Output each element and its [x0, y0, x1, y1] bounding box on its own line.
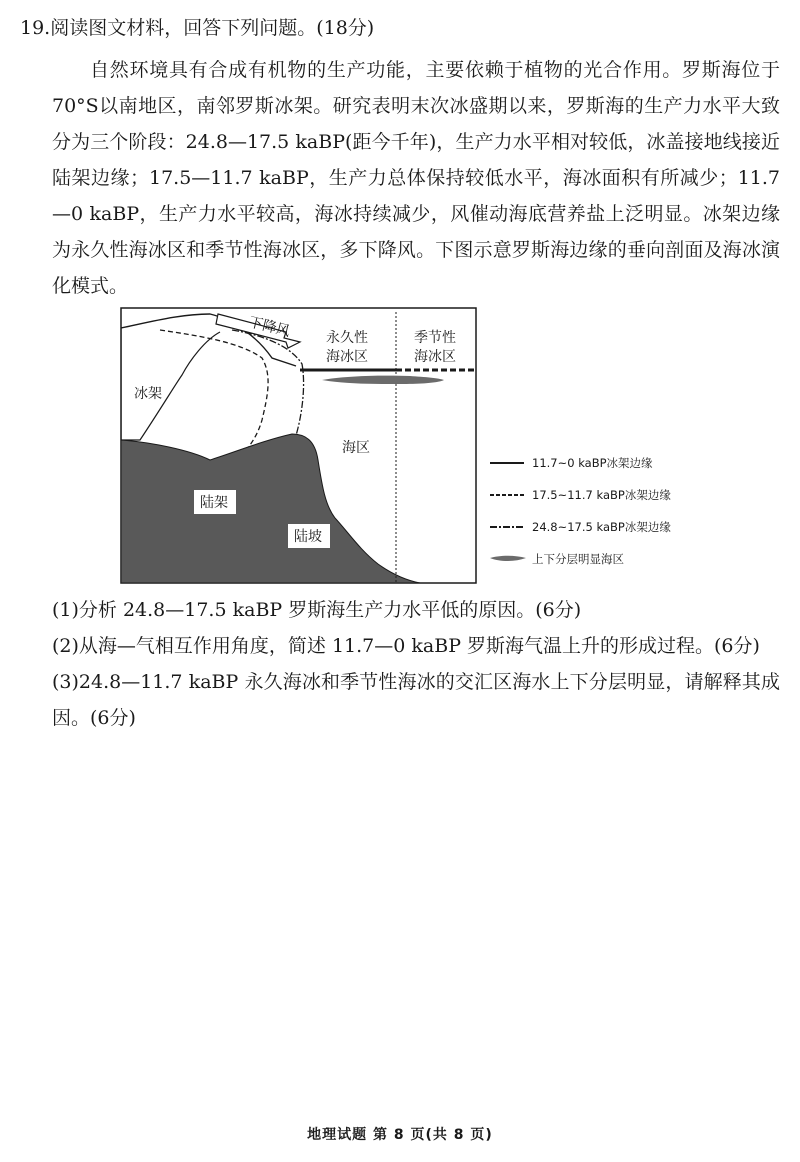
- ross-sea-profile-figure: [0, 300, 800, 590]
- passage-text: 自然环境具有合成有机物的生产功能，主要依赖于植物的光合作用。罗斯海位于70°S以南地区，南邻罗斯冰架。研究表明末次冰盛期以来，罗斯海的生产力水平大致分为三个阶段：24.8—17.5 kaBP(距今千年)，生产力水平相对较低，冰盖接地线接近陆架边缘；17.5—11.7 kaBP，生产力总体保持较低水平，海冰面积有所减少；11.7—0 kaBP，生产力水平较高，海冰持续减少，风催动海底营养盐上泛明显。冰架边缘为永久性海冰区和季节性海冰区，多下降风。下图示意罗斯海边缘的垂向剖面及海冰演化模式。: [52, 59, 780, 297]
- subquestions: [52, 592, 780, 736]
- subquestion-3: (3)24.8—11.7 kaBP 永久海冰和季节性海冰的交汇区海水上下分层明显，请解释其成因。(6分): [52, 671, 780, 729]
- subquestion-1: (1)分析 24.8—17.5 kaBP 罗斯海生产力水平低的原因。(6分): [52, 599, 582, 621]
- katabatic-wind-label: 下降风: [247, 314, 292, 341]
- continental-slope-label: 陆坡: [294, 529, 322, 545]
- figure-legend: [490, 456, 671, 566]
- page-footer: 地理试题 第 8 页(共 8 页): [307, 1127, 493, 1143]
- seasonal-ice-label-2: 海冰区: [414, 349, 456, 365]
- legend-label-2: 17.5~11.7 kaBP冰架边缘: [532, 488, 671, 502]
- legend-label-4: 上下分层明显海区: [532, 552, 624, 566]
- subquestion-2: (2)从海—气相互作用角度，简述 11.7—0 kaBP 罗斯海气温上升的形成过程。(6分): [52, 635, 760, 657]
- legend-label-1: 11.7~0 kaBP冰架边缘: [532, 456, 653, 470]
- permanent-ice-label-2: 海冰区: [326, 349, 368, 365]
- continental-shelf-label: 陆架: [200, 495, 228, 511]
- legend-band-swatch: [490, 556, 526, 561]
- permanent-ice-label-1: 永久性: [326, 330, 368, 346]
- question-title: 19.阅读图文材料，回答下列问题。(18分): [20, 17, 375, 39]
- sea-area-label: 海区: [342, 440, 370, 456]
- legend-label-3: 24.8~17.5 kaBP冰架边缘: [532, 520, 671, 534]
- seasonal-ice-label-1: 季节性: [414, 330, 456, 346]
- ice-shelf-label: 冰架: [134, 386, 162, 402]
